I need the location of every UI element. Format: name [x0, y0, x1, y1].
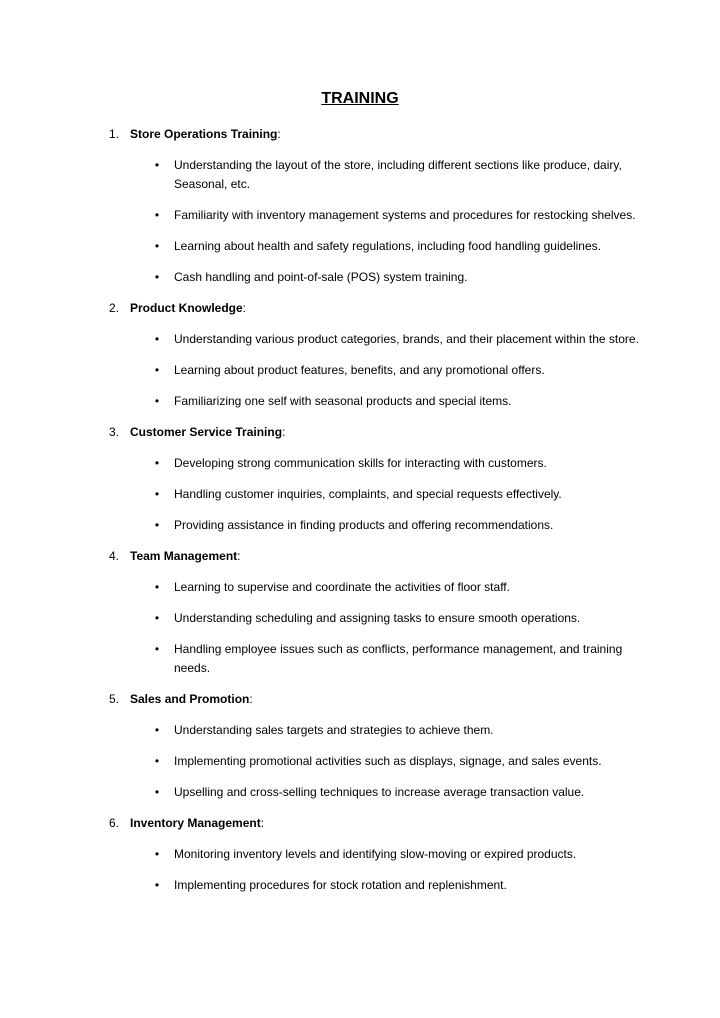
bullet-icon: •: [154, 518, 160, 532]
section-heading: [0, 547, 720, 565]
bullet-list: [0, 143, 720, 287]
section-sales-promotion: [0, 690, 720, 802]
section-number: 3.: [109, 425, 120, 439]
section-label-suffix: :: [237, 549, 241, 563]
bullet-icon: •: [154, 580, 160, 594]
list-item: [0, 485, 720, 504]
list-item-text: Learning about health and safety regulations, including food handling guidelines.: [174, 239, 601, 253]
list-item-text: Understanding sales targets and strategies to achieve them.: [174, 723, 494, 737]
training-sections: [0, 125, 720, 907]
list-item-text: Providing assistance in finding products and offering recommendations.: [174, 518, 554, 532]
list-item: [0, 721, 720, 740]
section-label-suffix: :: [282, 425, 286, 439]
section-number: 5.: [109, 692, 120, 706]
list-item-text: Learning about product features, benefits, and any promotional offers.: [174, 363, 545, 377]
bullet-icon: •: [154, 754, 160, 768]
section-heading: [0, 125, 720, 143]
section-product-knowledge: [0, 299, 720, 411]
bullet-icon: •: [154, 456, 160, 470]
section-heading: [0, 690, 720, 708]
bullet-list: [0, 708, 720, 802]
list-item: [0, 206, 720, 225]
section-label: [130, 423, 285, 441]
bullet-icon: •: [154, 270, 160, 284]
section-heading: [0, 814, 720, 832]
list-item: [0, 578, 720, 597]
list-item-text: Handling employee issues such as conflicts, performance management, and training needs.: [174, 642, 623, 675]
page-title: TRAINING: [321, 90, 399, 107]
list-item: [0, 156, 720, 194]
section-customer-service: [0, 423, 720, 535]
section-label-suffix: :: [277, 127, 281, 141]
section-number: 4.: [109, 549, 120, 563]
list-item-text: Cash handling and point-of-sale (POS) system training.: [174, 270, 468, 284]
list-item: [0, 609, 720, 628]
bullet-icon: •: [154, 642, 160, 656]
list-item-text: Familiarizing one self with seasonal products and special items.: [174, 394, 512, 408]
section-number: 2.: [109, 301, 120, 315]
list-item: [0, 454, 720, 473]
bullet-list: [0, 832, 720, 895]
list-item: [0, 330, 720, 349]
list-item: [0, 361, 720, 380]
list-item-text: Monitoring inventory levels and identifying slow-moving or expired products.: [174, 847, 577, 861]
section-label-text: Product Knowledge: [130, 301, 243, 315]
section-label: [130, 125, 281, 143]
list-item: [0, 876, 720, 895]
bullet-icon: •: [154, 332, 160, 346]
list-item: [0, 845, 720, 864]
list-item: [0, 392, 720, 411]
bullet-icon: •: [154, 785, 160, 799]
section-number: 1.: [109, 127, 120, 141]
bullet-list: [0, 317, 720, 411]
section-label-text: Inventory Management: [130, 816, 261, 830]
bullet-icon: •: [154, 847, 160, 861]
list-item-text: Handling customer inquiries, complaints, and special requests effectively.: [174, 487, 562, 501]
bullet-icon: •: [154, 158, 160, 172]
section-heading: [0, 299, 720, 317]
bullet-icon: •: [154, 208, 160, 222]
bullet-icon: •: [154, 363, 160, 377]
bullet-icon: •: [154, 878, 160, 892]
bullet-icon: •: [154, 394, 160, 408]
list-item: [0, 752, 720, 771]
list-item: [0, 640, 720, 678]
list-item-text: Understanding scheduling and assigning tasks to ensure smooth operations.: [174, 611, 581, 625]
bullet-icon: •: [154, 239, 160, 253]
list-item: [0, 516, 720, 535]
list-item-text: Learning to supervise and coordinate the activities of floor staff.: [174, 580, 510, 594]
section-number: 6.: [109, 816, 120, 830]
section-store-operations: [0, 125, 720, 287]
bullet-list: [0, 565, 720, 678]
list-item: [0, 237, 720, 256]
section-label: [130, 547, 240, 565]
bullet-list: [0, 441, 720, 535]
bullet-icon: •: [154, 723, 160, 737]
section-team-management: [0, 547, 720, 678]
list-item-text: Familiarity with inventory management systems and procedures for restocking shelves.: [174, 208, 636, 222]
section-label-suffix: :: [249, 692, 253, 706]
section-label-text: Store Operations Training: [130, 127, 278, 141]
list-item-text: Developing strong communication skills for interacting with customers.: [174, 456, 547, 470]
list-item: [0, 268, 720, 287]
section-label: [130, 814, 264, 832]
section-label-suffix: :: [260, 816, 265, 830]
section-label-text: Sales and Promotion: [130, 692, 250, 706]
section-label: [130, 690, 253, 708]
list-item-text: Implementing promotional activities such as displays, signage, and sales events.: [174, 754, 602, 768]
list-item-text: Understanding various product categories, brands, and their placement within the store.: [174, 332, 639, 346]
section-label-text: Team Management: [130, 549, 238, 563]
list-item: [0, 783, 720, 802]
list-item-text: Understanding the layout of the store, including different sections like produce, dairy, Seasonal, etc.: [174, 158, 622, 191]
section-inventory-management: [0, 814, 720, 895]
bullet-icon: •: [154, 487, 160, 501]
section-label-text: Customer Service Training: [130, 425, 283, 439]
section-label: [130, 299, 246, 317]
section-heading: [0, 423, 720, 441]
bullet-icon: •: [154, 611, 160, 625]
section-label-suffix: :: [242, 301, 247, 315]
list-item-text: Implementing procedures for stock rotation and replenishment.: [174, 878, 507, 892]
list-item-text: Upselling and cross-selling techniques to increase average transaction value.: [174, 785, 585, 799]
